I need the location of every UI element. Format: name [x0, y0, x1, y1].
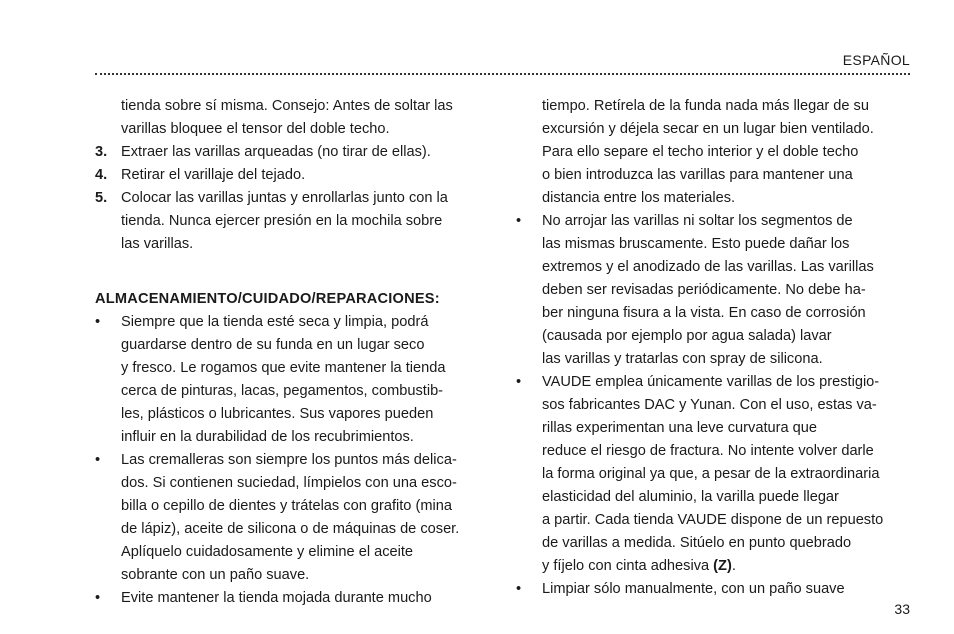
- text-line: las varillas.: [121, 236, 194, 252]
- bullet-item: • Evite mantener la tienda mojada durante mucho: [95, 587, 490, 610]
- text-line: distancia entre los materiales.: [542, 190, 736, 206]
- section-heading: ALMACENAMIENTO/CUIDADO/REPARACIONES:: [95, 291, 440, 307]
- right-column: [516, 95, 912, 601]
- bullet-item: • No arrojar las varillas ni soltar los segmentos de: [516, 210, 912, 233]
- bullet-item: • Siempre que la tienda esté seca y limpia, podrá: [95, 311, 490, 334]
- text-line: elasticidad del aluminio, la varilla puede llegar: [542, 489, 839, 505]
- text-line: guardarse dentro de su funda en un lugar seco: [121, 337, 425, 353]
- bullet-item: • VAUDE emplea únicamente varillas de los prestigio-: [516, 371, 912, 394]
- figure-reference: (Z): [713, 558, 732, 574]
- text-line: las mismas bruscamente. Esto puede dañar los: [542, 236, 850, 252]
- bullet-icon: •: [516, 213, 522, 229]
- text-line: de lápiz), aceite de silicona o de máquinas de coser.: [121, 521, 460, 537]
- text-line: cerca de pinturas, lacas, pegamentos, combustib-: [121, 383, 444, 399]
- text-line: tiempo. Retírela de la funda nada más llegar de su: [542, 98, 869, 114]
- text-line: las varillas y tratarlas con spray de silicona.: [542, 351, 823, 367]
- text-line: billa o cepillo de dientes y trátelas con grafito (mina: [121, 498, 452, 514]
- page-number: 33: [894, 601, 910, 617]
- bullet-icon: •: [95, 452, 101, 468]
- left-column: [95, 95, 490, 610]
- text-line: o bien introduzca las varillas para mantener una: [542, 167, 853, 183]
- text-line: y fíjelo con cinta adhesiva (Z).: [542, 558, 736, 574]
- text-line: deben ser revisadas periódicamente. No debe ha-: [542, 282, 866, 298]
- step-4: 4. Retirar el varillaje del tejado.: [95, 167, 306, 183]
- text-line: (causada por ejemplo por agua salada) lavar: [542, 328, 832, 344]
- text-line: ber ninguna fisura a la vista. En caso de corrosión: [542, 305, 866, 321]
- text-line: influir en la durabilidad de los recubrimientos.: [121, 429, 414, 445]
- text-line: tienda sobre sí misma. Consejo: Antes de soltar las: [121, 98, 453, 114]
- text-line: extremos y el anodizado de las varillas. Las varillas: [542, 259, 874, 275]
- text-line: rillas experimentan una leve curvatura que: [542, 420, 818, 436]
- text-line: reduce el riesgo de fractura. No intente volver darle: [542, 443, 874, 459]
- text-line: Para ello separe el techo interior y el doble techo: [542, 144, 859, 160]
- bullet-icon: •: [95, 590, 101, 606]
- bullet-icon: •: [95, 314, 101, 330]
- bullet-icon: •: [516, 374, 522, 390]
- text-line: y fresco. Le rogamos que evite mantener la tienda: [121, 360, 446, 376]
- text-line: la forma original ya que, a pesar de la extraordinaria: [542, 466, 880, 482]
- bullet-item: • Limpiar sólo manualmente, con un paño suave: [516, 578, 912, 601]
- text-line: dos. Si contienen suciedad, límpielos con una esco-: [121, 475, 457, 491]
- bullet-item: • Las cremalleras son siempre los puntos más delica-: [95, 449, 490, 472]
- dotted-divider: [95, 73, 910, 75]
- text-line: a partir. Cada tienda VAUDE dispone de un repuesto: [542, 512, 884, 528]
- text-line: les, plásticos o lubricantes. Sus vapores pueden: [121, 406, 434, 422]
- text-line: excursión y déjela secar en un lugar bien ventilado.: [542, 121, 874, 137]
- language-label: ESPAÑOL: [842, 52, 910, 68]
- text-line: sos fabricantes DAC y Yunan. Con el uso, estas va-: [542, 397, 877, 413]
- text-line: tienda. Nunca ejercer presión en la mochila sobre: [121, 213, 443, 229]
- text-line: de varillas a medida. Sitúelo en punto quebrado: [542, 535, 852, 551]
- text-line: Aplíquelo cuidadosamente y elimine el aceite: [121, 544, 414, 560]
- bullet-icon: •: [516, 581, 522, 597]
- step-5: 5. Colocar las varillas juntas y enrollarlas junto con la: [95, 190, 448, 206]
- step-3: 3. Extraer las varillas arqueadas (no tirar de ellas).: [95, 144, 431, 160]
- text-line: varillas bloquee el tensor del doble techo.: [121, 121, 390, 137]
- text-line: sobrante con un paño suave.: [121, 567, 310, 583]
